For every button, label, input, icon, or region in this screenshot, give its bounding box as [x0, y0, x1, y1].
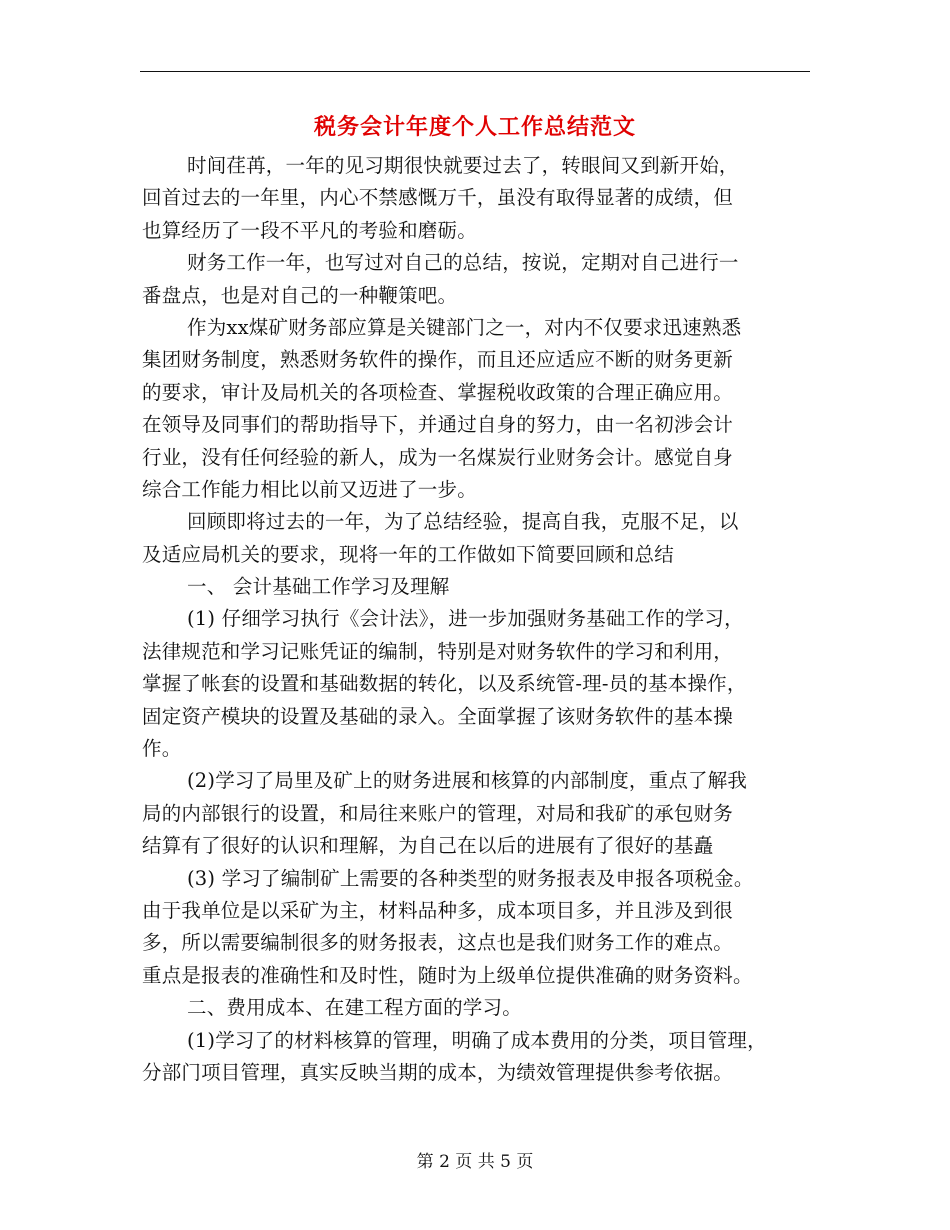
- text-line: 法律规范和学习记账凭证的编制，特别是对财务软件的学习和利用，: [142, 639, 734, 663]
- text-line: 作为xx煤矿财务部应算是关键部门之一，对内不仅要求迅速熟悉: [187, 315, 742, 339]
- text-line: 回顾即将过去的一年，为了总结经验，提高自我，克服不足，以: [187, 510, 739, 534]
- page-number-footer: 第 2 页 共 5 页: [416, 1152, 534, 1172]
- text-line: 番盘点，也是对自己的一种鞭策吧。: [142, 283, 458, 307]
- text-line: (2)学习了局里及矿上的财务进展和核算的内部制度，重点了解我: [187, 769, 748, 793]
- text-line: 局的内部银行的设置，和局往来账户的管理，对局和我矿的承包财务: [142, 801, 734, 825]
- text-line: 时间荏苒，一年的见习期很快就要过去了，转眼间又到新开始，: [187, 154, 739, 177]
- text-line: (1) 仔细学习执行《会计法》，进一步加强财务基础工作的学习，: [187, 607, 744, 631]
- text-line: 分部门项目管理，真实反映当期的成本，为绩效管理提供参考依据。: [142, 1060, 734, 1084]
- text-line: 掌握了帐套的设置和基础数据的转化，以及系统管-理-员的基本操作，: [142, 672, 747, 696]
- text-line: 集团财务制度，熟悉财务软件的操作，而且还应适应不断的财务更新: [142, 348, 734, 372]
- text-line: (3) 学习了编制矿上需要的各种类型的财务报表及申报各项税金。: [187, 866, 754, 890]
- text-line: 行业，没有任何经验的新人，成为一名煤炭行业财务会计。感觉自身: [142, 445, 734, 469]
- text-line: 一、 会计基础工作学习及理解: [187, 575, 450, 599]
- text-line: 综合工作能力相比以前又迈进了一步。: [142, 477, 477, 501]
- text-line: 固定资产模块的设置及基础的录入。全面掌握了该财务软件的基本操: [142, 704, 734, 728]
- text-line: 作。: [142, 737, 182, 761]
- text-line: 回首过去的一年里，内心不禁感慨万千，虽没有取得显著的成绩，但: [142, 186, 734, 210]
- text-line: 财务工作一年，也写过对自己的总结，按说，定期对自己进行一: [187, 251, 739, 275]
- text-line: 的要求，审计及局机关的各项检查、掌握税收政策的合理正确应用。: [142, 380, 734, 404]
- text-line: 及适应局机关的要求，现将一年的工作做如下简要回顾和总结: [142, 542, 674, 566]
- text-line: 重点是报表的准确性和及时性，随时为上级单位提供准确的财务资料。: [142, 963, 753, 987]
- text-line: 也算经历了一段不平凡的考验和磨砺。: [142, 218, 477, 242]
- text-line: 由于我单位是以采矿为主，材料品种多，成本项目多，并且涉及到很: [142, 898, 734, 922]
- text-line: (1)学习了的材料核算的管理，明确了成本费用的分类，项目管理，: [187, 1028, 767, 1052]
- text-line: 多，所以需要编制很多的财务报表，这点也是我们财务工作的难点。: [142, 931, 734, 955]
- document-title: 税务会计年度个人工作总结范文: [313, 114, 636, 140]
- text-line: 结算有了很好的认识和理解，为自己在以后的进展有了很好的基矗: [142, 834, 714, 858]
- document-body: [142, 150, 812, 1089]
- header-rule: [140, 71, 810, 72]
- text-line: 在领导及同事们的帮助指导下，并通过自身的努力，由一名初涉会计: [142, 413, 734, 437]
- text-line: 二、费用成本、在建工程方面的学习。: [187, 996, 522, 1020]
